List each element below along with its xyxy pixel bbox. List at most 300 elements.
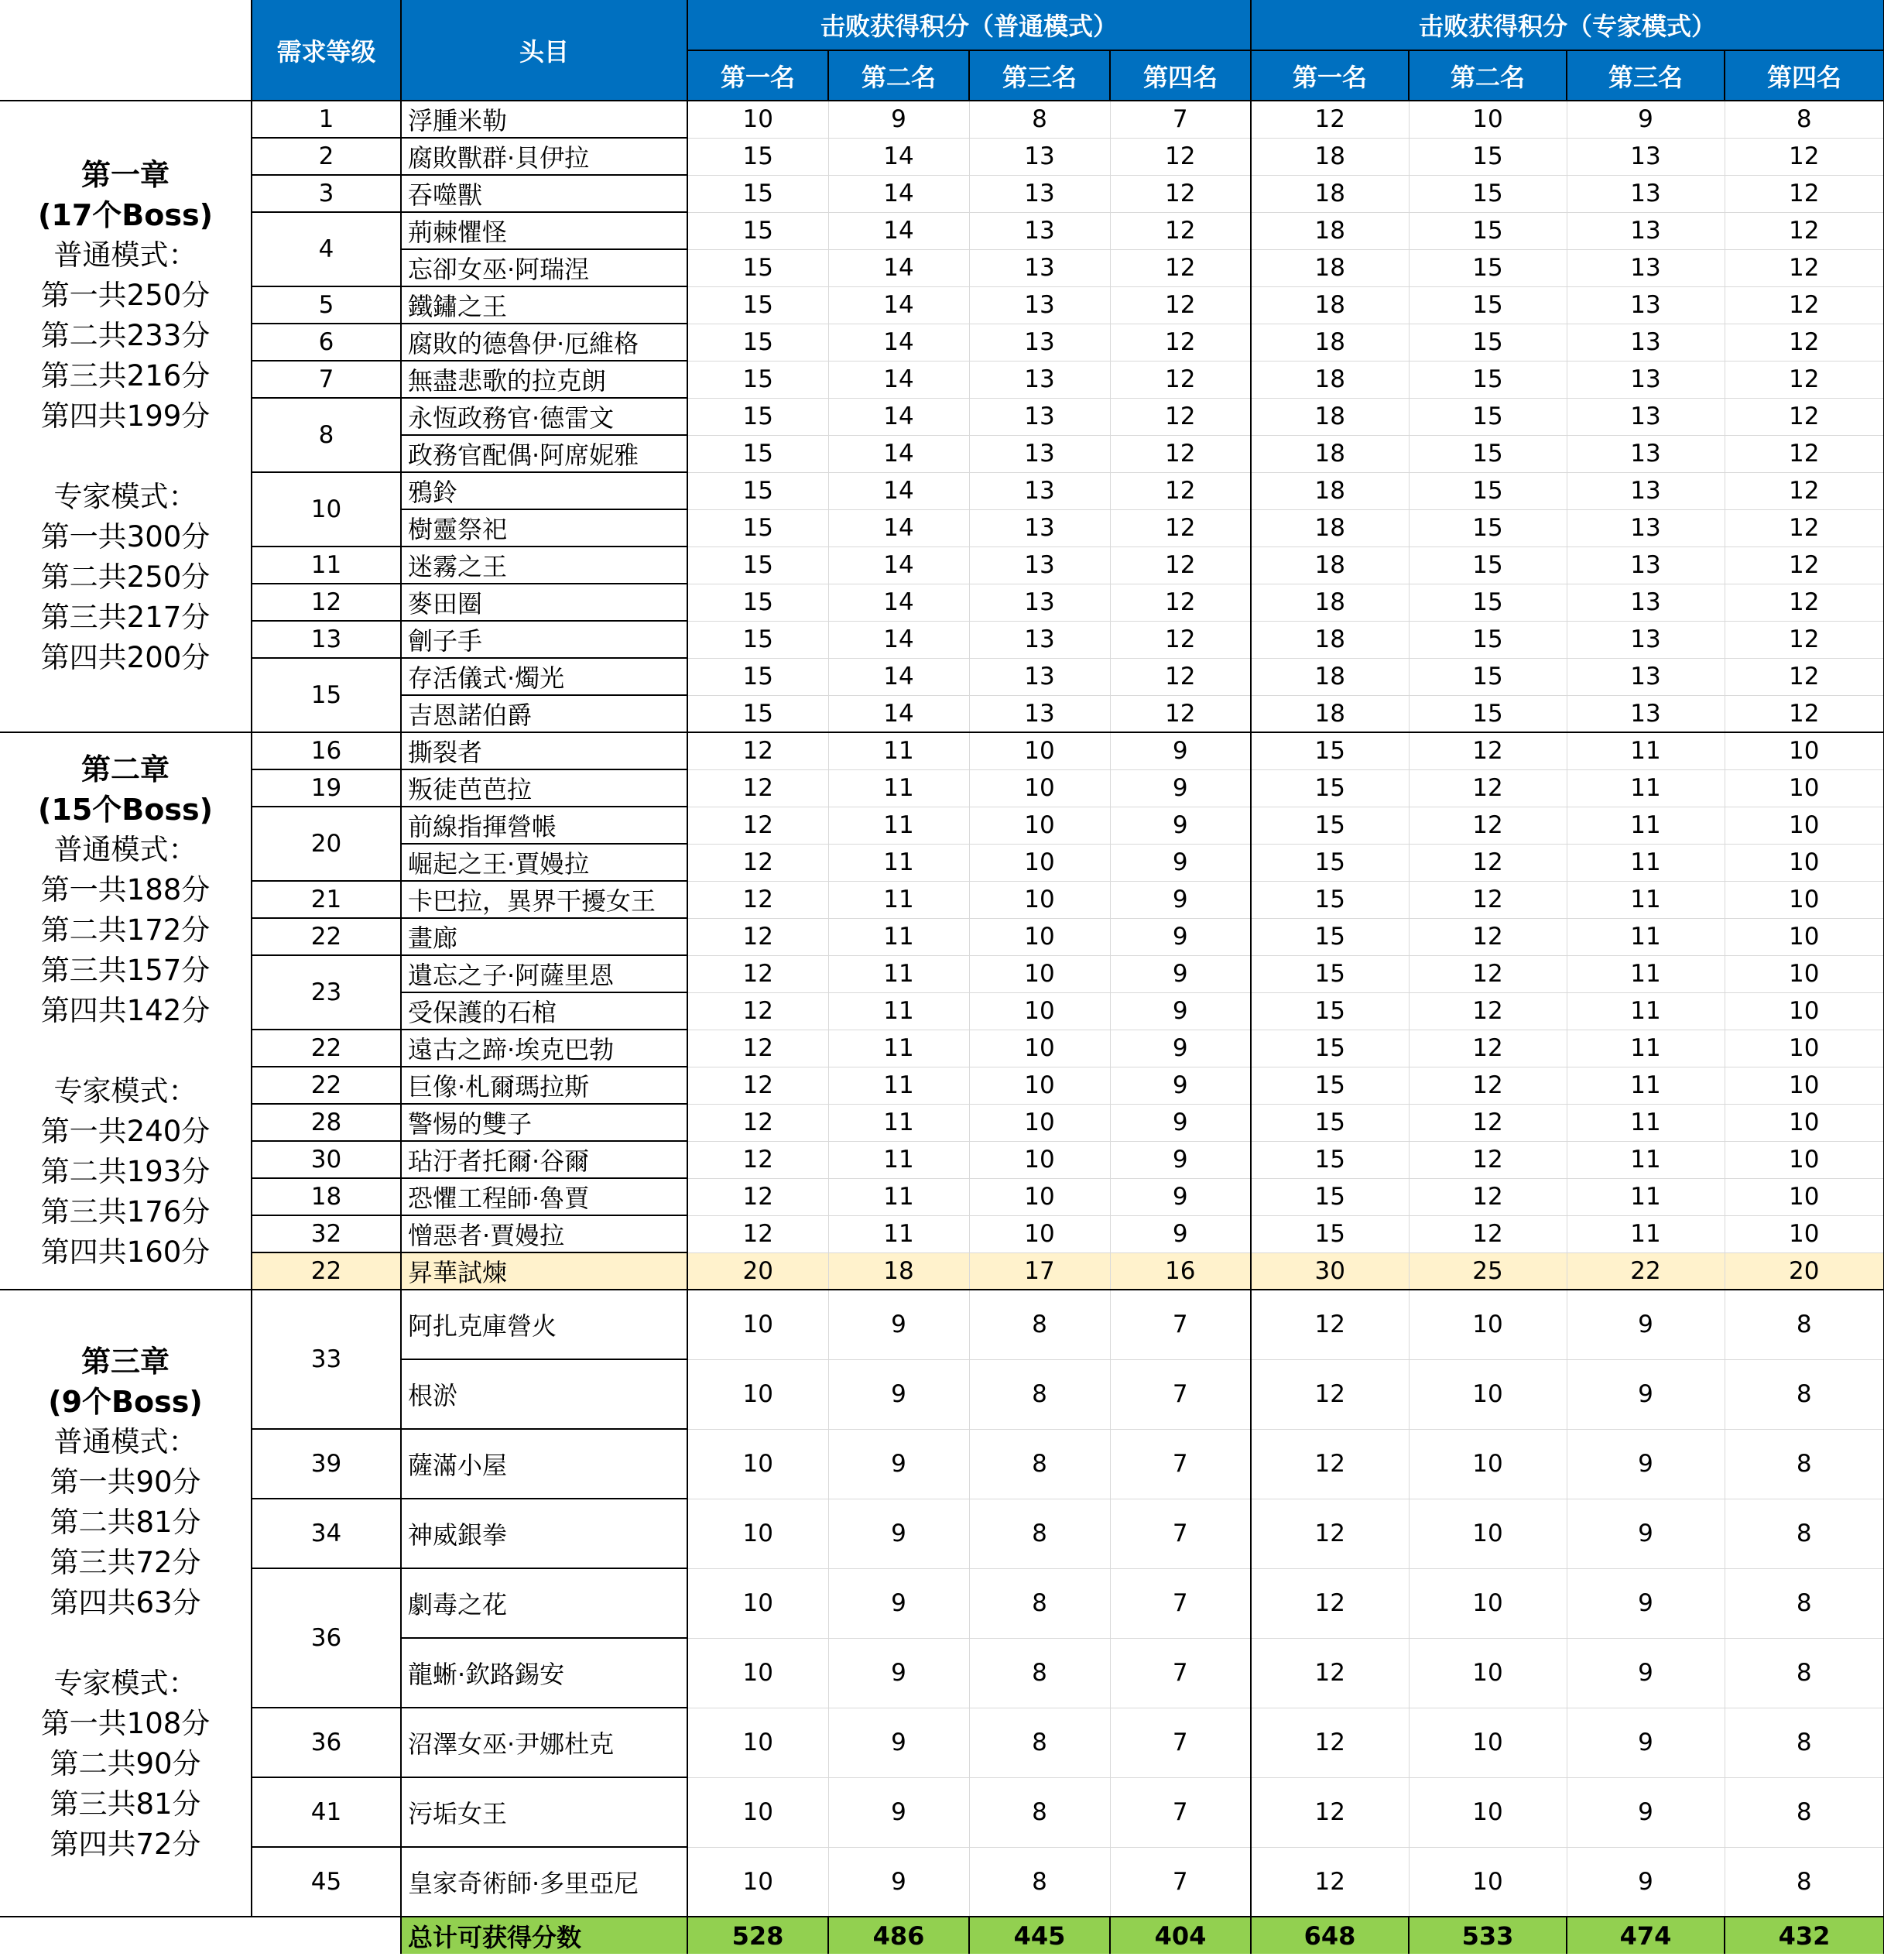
normal-score-4: 16: [1110, 1252, 1251, 1290]
expert-total-3: 第三共217分: [40, 601, 211, 634]
normal-score-3: 13: [969, 175, 1110, 212]
normal-score-4: 12: [1110, 249, 1251, 286]
table-row: [0, 101, 1884, 138]
level-cell: 6: [252, 324, 401, 361]
level-cell: 11: [252, 547, 401, 584]
normal-score-4: 9: [1110, 1141, 1251, 1178]
expert-score-3: 11: [1567, 769, 1725, 807]
table-row: [0, 732, 1884, 769]
normal-score-2: 11: [828, 1030, 969, 1067]
normal-score-2: 11: [828, 1104, 969, 1141]
table-row: [0, 1030, 1884, 1067]
normal-score-3: 10: [969, 1141, 1110, 1178]
level-cell: 22: [252, 1252, 401, 1290]
normal-score-1: 15: [687, 621, 828, 658]
expert-score-3: 22: [1567, 1252, 1725, 1290]
expert-score-1: 18: [1251, 138, 1409, 175]
normal-score-2: 14: [828, 509, 969, 547]
normal-score-2: 9: [828, 1429, 969, 1499]
total-label: 总计可获得分数: [401, 1917, 687, 1954]
expert-score-2: 25: [1409, 1252, 1567, 1290]
expert-score-1: 18: [1251, 361, 1409, 398]
expert-score-1: 18: [1251, 584, 1409, 621]
table-row: [0, 1178, 1884, 1215]
normal-score-4: 7: [1110, 1499, 1251, 1568]
expert-score-1: 15: [1251, 807, 1409, 844]
normal-score-2: 14: [828, 398, 969, 435]
boss-name: 迷霧之王: [401, 547, 687, 584]
normal-score-4: 9: [1110, 769, 1251, 807]
normal-score-2: 9: [828, 1638, 969, 1708]
level-cell: 28: [252, 1104, 401, 1141]
expert-score-2: 12: [1409, 844, 1567, 881]
normal-score-1: 12: [687, 1141, 828, 1178]
boss-name: 玷汙者托爾·谷爾: [401, 1141, 687, 1178]
expert-score-4: 8: [1725, 1847, 1884, 1917]
normal-score-4: 7: [1110, 1638, 1251, 1708]
expert-score-2: 15: [1409, 658, 1567, 695]
normal-score-1: 10: [687, 1847, 828, 1917]
total-normal-4: 404: [1110, 1917, 1251, 1954]
normal-score-3: 17: [969, 1252, 1110, 1290]
level-cell: 16: [252, 732, 401, 769]
header-normal-place-1: 第一名: [687, 50, 828, 101]
expert-score-1: 15: [1251, 1104, 1409, 1141]
expert-score-4: 12: [1725, 249, 1884, 286]
normal-score-4: 7: [1110, 1359, 1251, 1429]
expert-total-3: 第三共176分: [40, 1195, 211, 1228]
normal-score-1: 12: [687, 1030, 828, 1067]
table-row: [0, 472, 1884, 509]
normal-score-3: 13: [969, 138, 1110, 175]
expert-score-4: 8: [1725, 1777, 1884, 1847]
expert-score-4: 8: [1725, 1708, 1884, 1777]
expert-score-3: 13: [1567, 361, 1725, 398]
expert-score-3: 13: [1567, 695, 1725, 732]
normal-score-2: 14: [828, 249, 969, 286]
level-cell: 4: [252, 212, 401, 286]
normal-total-1: 第一共188分: [40, 873, 211, 906]
level-cell: 10: [252, 472, 401, 547]
expert-score-2: 12: [1409, 1141, 1567, 1178]
expert-score-1: 12: [1251, 1847, 1409, 1917]
expert-score-2: 12: [1409, 992, 1567, 1030]
expert-score-3: 13: [1567, 584, 1725, 621]
normal-score-4: 9: [1110, 1104, 1251, 1141]
normal-score-3: 13: [969, 658, 1110, 695]
expert-score-1: 12: [1251, 1499, 1409, 1568]
boss-name: 神威銀拳: [401, 1499, 687, 1568]
normal-score-4: 9: [1110, 807, 1251, 844]
normal-score-3: 10: [969, 881, 1110, 918]
boss-name: 劊子手: [401, 621, 687, 658]
expert-score-2: 12: [1409, 769, 1567, 807]
expert-score-4: 8: [1725, 1359, 1884, 1429]
expert-score-2: 10: [1409, 1638, 1567, 1708]
normal-score-3: 10: [969, 1030, 1110, 1067]
normal-score-1: 20: [687, 1252, 828, 1290]
normal-score-2: 11: [828, 955, 969, 992]
boss-name: 劇毒之花: [401, 1568, 687, 1638]
normal-score-1: 12: [687, 844, 828, 881]
expert-score-3: 13: [1567, 509, 1725, 547]
normal-score-1: 12: [687, 1067, 828, 1104]
table-row: [0, 286, 1884, 324]
level-cell: 19: [252, 769, 401, 807]
normal-score-2: 9: [828, 1290, 969, 1359]
boss-name: 叛徒芭芭拉: [401, 769, 687, 807]
expert-score-3: 13: [1567, 175, 1725, 212]
normal-score-4: 9: [1110, 844, 1251, 881]
expert-score-2: 10: [1409, 1568, 1567, 1638]
boss-name: 浮腫米勒: [401, 101, 687, 138]
total-normal-3: 445: [969, 1917, 1110, 1954]
normal-score-4: 9: [1110, 1030, 1251, 1067]
normal-score-3: 8: [969, 1359, 1110, 1429]
boss-name: 前線指揮營帳: [401, 807, 687, 844]
expert-score-3: 9: [1567, 1777, 1725, 1847]
normal-score-3: 13: [969, 547, 1110, 584]
normal-score-1: 15: [687, 472, 828, 509]
normal-score-1: 12: [687, 1178, 828, 1215]
expert-score-3: 9: [1567, 1638, 1725, 1708]
normal-score-1: 10: [687, 1638, 828, 1708]
table-row: [0, 1847, 1884, 1917]
spacer: [0, 437, 251, 477]
normal-score-1: 15: [687, 361, 828, 398]
header-normal-place-4: 第四名: [1110, 50, 1251, 101]
normal-score-4: 12: [1110, 584, 1251, 621]
normal-score-2: 14: [828, 695, 969, 732]
normal-score-4: 9: [1110, 1215, 1251, 1252]
expert-score-2: 10: [1409, 1429, 1567, 1499]
normal-score-3: 10: [969, 1215, 1110, 1252]
normal-score-1: 15: [687, 212, 828, 249]
chapter-summary: [0, 732, 252, 1290]
expert-score-3: 9: [1567, 1568, 1725, 1638]
normal-score-1: 15: [687, 249, 828, 286]
expert-score-4: 12: [1725, 584, 1884, 621]
expert-score-4: 8: [1725, 1290, 1884, 1359]
expert-score-2: 15: [1409, 435, 1567, 472]
boss-name: 荊棘懼怪: [401, 212, 687, 249]
expert-score-2: 12: [1409, 1067, 1567, 1104]
boss-name: 吞噬獸: [401, 175, 687, 212]
normal-score-3: 10: [969, 732, 1110, 769]
normal-score-1: 12: [687, 881, 828, 918]
normal-score-3: 8: [969, 1429, 1110, 1499]
level-cell: 33: [252, 1290, 401, 1429]
normal-score-1: 10: [687, 1359, 828, 1429]
normal-score-3: 13: [969, 286, 1110, 324]
table-row: [0, 1141, 1884, 1178]
expert-score-3: 11: [1567, 992, 1725, 1030]
table-row: [0, 807, 1884, 844]
normal-score-4: 12: [1110, 509, 1251, 547]
normal-score-4: 12: [1110, 472, 1251, 509]
normal-score-4: 9: [1110, 918, 1251, 955]
expert-score-3: 11: [1567, 1104, 1725, 1141]
normal-score-1: 15: [687, 509, 828, 547]
table-row: [0, 1568, 1884, 1638]
expert-score-1: 15: [1251, 1178, 1409, 1215]
expert-score-2: 15: [1409, 324, 1567, 361]
level-cell: 22: [252, 918, 401, 955]
total-expert-4: 432: [1725, 1917, 1884, 1954]
normal-score-4: 12: [1110, 547, 1251, 584]
expert-score-2: 12: [1409, 955, 1567, 992]
normal-score-4: 12: [1110, 398, 1251, 435]
expert-score-3: 13: [1567, 212, 1725, 249]
expert-score-1: 15: [1251, 1030, 1409, 1067]
expert-score-4: 12: [1725, 472, 1884, 509]
table-row: [0, 1499, 1884, 1568]
expert-score-1: 30: [1251, 1252, 1409, 1290]
normal-score-1: 15: [687, 138, 828, 175]
expert-score-1: 18: [1251, 249, 1409, 286]
expert-score-4: 10: [1725, 992, 1884, 1030]
normal-total-3: 第三共72分: [50, 1546, 201, 1579]
normal-score-4: 12: [1110, 658, 1251, 695]
normal-total-1: 第一共90分: [50, 1465, 201, 1499]
expert-score-4: 10: [1725, 769, 1884, 807]
normal-score-4: 9: [1110, 732, 1251, 769]
normal-score-2: 11: [828, 1141, 969, 1178]
level-cell: 32: [252, 1215, 401, 1252]
expert-score-3: 13: [1567, 658, 1725, 695]
expert-score-4: 10: [1725, 955, 1884, 992]
expert-score-2: 12: [1409, 1215, 1567, 1252]
expert-score-3: 11: [1567, 1178, 1725, 1215]
boss-name: 無盡悲歌的拉克朗: [401, 361, 687, 398]
expert-score-1: 12: [1251, 1290, 1409, 1359]
expert-total-1: 第一共108分: [40, 1707, 211, 1740]
level-cell: 13: [252, 621, 401, 658]
table-row: [0, 1215, 1884, 1252]
normal-score-3: 10: [969, 918, 1110, 955]
header-expert-place-4: 第四名: [1725, 50, 1884, 101]
expert-score-1: 12: [1251, 101, 1409, 138]
level-cell: 39: [252, 1429, 401, 1499]
expert-score-4: 12: [1725, 324, 1884, 361]
header-expert-place-1: 第一名: [1251, 50, 1409, 101]
table-row: [0, 1290, 1884, 1359]
normal-total-3: 第三共216分: [40, 359, 211, 392]
boss-name: 存活儀式·燭光: [401, 658, 687, 695]
normal-score-3: 10: [969, 1104, 1110, 1141]
normal-score-2: 11: [828, 769, 969, 807]
table-row: [0, 175, 1884, 212]
table-row: [0, 1777, 1884, 1847]
normal-mode-label: 普通模式：: [53, 238, 197, 272]
expert-score-1: 18: [1251, 175, 1409, 212]
total-expert-2: 533: [1409, 1917, 1567, 1954]
normal-score-4: 12: [1110, 212, 1251, 249]
level-cell: 21: [252, 881, 401, 918]
normal-score-4: 9: [1110, 881, 1251, 918]
expert-total-4: 第四共200分: [40, 641, 211, 674]
expert-score-2: 15: [1409, 212, 1567, 249]
boss-name: 昇華試煉: [401, 1252, 687, 1290]
level-cell: 22: [252, 1067, 401, 1104]
normal-score-4: 12: [1110, 435, 1251, 472]
level-cell: 2: [252, 138, 401, 175]
normal-score-1: 10: [687, 101, 828, 138]
normal-score-2: 14: [828, 658, 969, 695]
table-row: [0, 881, 1884, 918]
level-cell: 36: [252, 1708, 401, 1777]
expert-score-1: 18: [1251, 324, 1409, 361]
expert-score-3: 9: [1567, 1708, 1725, 1777]
boss-name: 政務官配偶·阿席妮雅: [401, 435, 687, 472]
expert-score-2: 15: [1409, 249, 1567, 286]
normal-score-2: 9: [828, 1499, 969, 1568]
total-blank-level: [252, 1917, 401, 1954]
normal-score-3: 8: [969, 1638, 1110, 1708]
expert-score-2: 15: [1409, 584, 1567, 621]
normal-score-3: 8: [969, 101, 1110, 138]
boss-name: 憎惡者·賈嫚拉: [401, 1215, 687, 1252]
normal-score-3: 8: [969, 1499, 1110, 1568]
expert-score-1: 15: [1251, 955, 1409, 992]
normal-score-3: 10: [969, 955, 1110, 992]
normal-score-3: 13: [969, 212, 1110, 249]
normal-mode-label: 普通模式：: [53, 1425, 197, 1458]
expert-total-4: 第四共72分: [50, 1828, 201, 1861]
normal-total-2: 第二共172分: [40, 913, 211, 947]
boss-name: 畫廊: [401, 918, 687, 955]
normal-score-2: 14: [828, 324, 969, 361]
expert-score-1: 12: [1251, 1568, 1409, 1638]
expert-score-1: 12: [1251, 1429, 1409, 1499]
normal-score-3: 8: [969, 1568, 1110, 1638]
expert-score-3: 11: [1567, 1215, 1725, 1252]
chapter-title: 第二章: [80, 752, 170, 786]
chapter-boss-count: (15个Boss): [38, 793, 213, 827]
expert-score-3: 13: [1567, 249, 1725, 286]
normal-score-4: 7: [1110, 1777, 1251, 1847]
normal-score-2: 14: [828, 547, 969, 584]
normal-score-1: 12: [687, 918, 828, 955]
header-expert-place-3: 第三名: [1567, 50, 1725, 101]
expert-mode-label: 专家模式：: [53, 1667, 197, 1700]
expert-total-3: 第三共81分: [50, 1787, 201, 1821]
normal-score-1: 15: [687, 658, 828, 695]
normal-score-4: 7: [1110, 1290, 1251, 1359]
level-cell: 5: [252, 286, 401, 324]
expert-mode-label: 专家模式：: [53, 1074, 197, 1108]
expert-score-1: 15: [1251, 1067, 1409, 1104]
normal-total-4: 第四共63分: [50, 1586, 201, 1619]
normal-score-1: 12: [687, 769, 828, 807]
normal-score-2: 11: [828, 992, 969, 1030]
normal-score-4: 7: [1110, 101, 1251, 138]
expert-total-2: 第二共90分: [50, 1747, 201, 1780]
expert-score-2: 10: [1409, 1290, 1567, 1359]
normal-score-1: 15: [687, 695, 828, 732]
normal-score-1: 15: [687, 324, 828, 361]
chapter-summary: [0, 101, 252, 732]
normal-score-2: 9: [828, 1847, 969, 1917]
header-normal-place-3: 第三名: [969, 50, 1110, 101]
expert-score-1: 15: [1251, 844, 1409, 881]
normal-score-2: 14: [828, 621, 969, 658]
normal-score-1: 12: [687, 1104, 828, 1141]
normal-score-1: 12: [687, 732, 828, 769]
expert-score-3: 9: [1567, 1499, 1725, 1568]
normal-score-2: 11: [828, 918, 969, 955]
boss-name: 根淤: [401, 1359, 687, 1429]
normal-score-3: 13: [969, 509, 1110, 547]
table-row: [0, 658, 1884, 695]
expert-score-3: 9: [1567, 1290, 1725, 1359]
normal-score-4: 12: [1110, 286, 1251, 324]
expert-score-4: 12: [1725, 547, 1884, 584]
expert-score-1: 18: [1251, 398, 1409, 435]
expert-score-4: 8: [1725, 1568, 1884, 1638]
normal-score-4: 7: [1110, 1847, 1251, 1917]
expert-score-4: 8: [1725, 1638, 1884, 1708]
header-normal-group: 击败获得积分（普通模式）: [687, 0, 1251, 50]
normal-score-3: 10: [969, 807, 1110, 844]
boss-name: 皇家奇術師·多里亞尼: [401, 1847, 687, 1917]
expert-score-3: 11: [1567, 881, 1725, 918]
normal-score-2: 11: [828, 881, 969, 918]
level-cell: 41: [252, 1777, 401, 1847]
normal-score-2: 14: [828, 584, 969, 621]
expert-score-1: 15: [1251, 881, 1409, 918]
table-row: [0, 1708, 1884, 1777]
boss-name: 巨像·札爾瑪拉斯: [401, 1067, 687, 1104]
corner-cell: [0, 0, 252, 101]
expert-score-1: 12: [1251, 1708, 1409, 1777]
normal-score-4: 9: [1110, 1067, 1251, 1104]
expert-score-4: 12: [1725, 509, 1884, 547]
boss-name: 遺忘之子·阿薩里恩: [401, 955, 687, 992]
normal-score-3: 13: [969, 398, 1110, 435]
chapter-boss-count: (17个Boss): [38, 198, 213, 232]
boss-name: 卡巴拉，異界干擾女王: [401, 881, 687, 918]
boss-name: 遠古之蹄·埃克巴勃: [401, 1030, 687, 1067]
header-expert-place-2: 第二名: [1409, 50, 1567, 101]
normal-score-3: 10: [969, 1178, 1110, 1215]
expert-score-4: 10: [1725, 1030, 1884, 1067]
expert-score-4: 10: [1725, 1104, 1884, 1141]
expert-score-1: 12: [1251, 1777, 1409, 1847]
normal-score-2: 11: [828, 807, 969, 844]
level-cell: 20: [252, 807, 401, 881]
normal-score-1: 10: [687, 1290, 828, 1359]
normal-score-3: 13: [969, 472, 1110, 509]
expert-score-4: 12: [1725, 212, 1884, 249]
boss-name: 樹靈祭祀: [401, 509, 687, 547]
expert-score-2: 10: [1409, 1777, 1567, 1847]
expert-score-4: 12: [1725, 175, 1884, 212]
table-row: [0, 361, 1884, 398]
normal-total-3: 第三共157分: [40, 954, 211, 987]
normal-score-4: 9: [1110, 992, 1251, 1030]
expert-score-4: 8: [1725, 1499, 1884, 1568]
expert-score-3: 11: [1567, 1067, 1725, 1104]
expert-total-4: 第四共160分: [40, 1235, 211, 1269]
level-cell: 18: [252, 1178, 401, 1215]
normal-score-1: 15: [687, 435, 828, 472]
normal-score-2: 9: [828, 1568, 969, 1638]
total-expert-3: 474: [1567, 1917, 1725, 1954]
table-row: [0, 212, 1884, 249]
normal-score-1: 15: [687, 175, 828, 212]
normal-score-2: 11: [828, 1178, 969, 1215]
